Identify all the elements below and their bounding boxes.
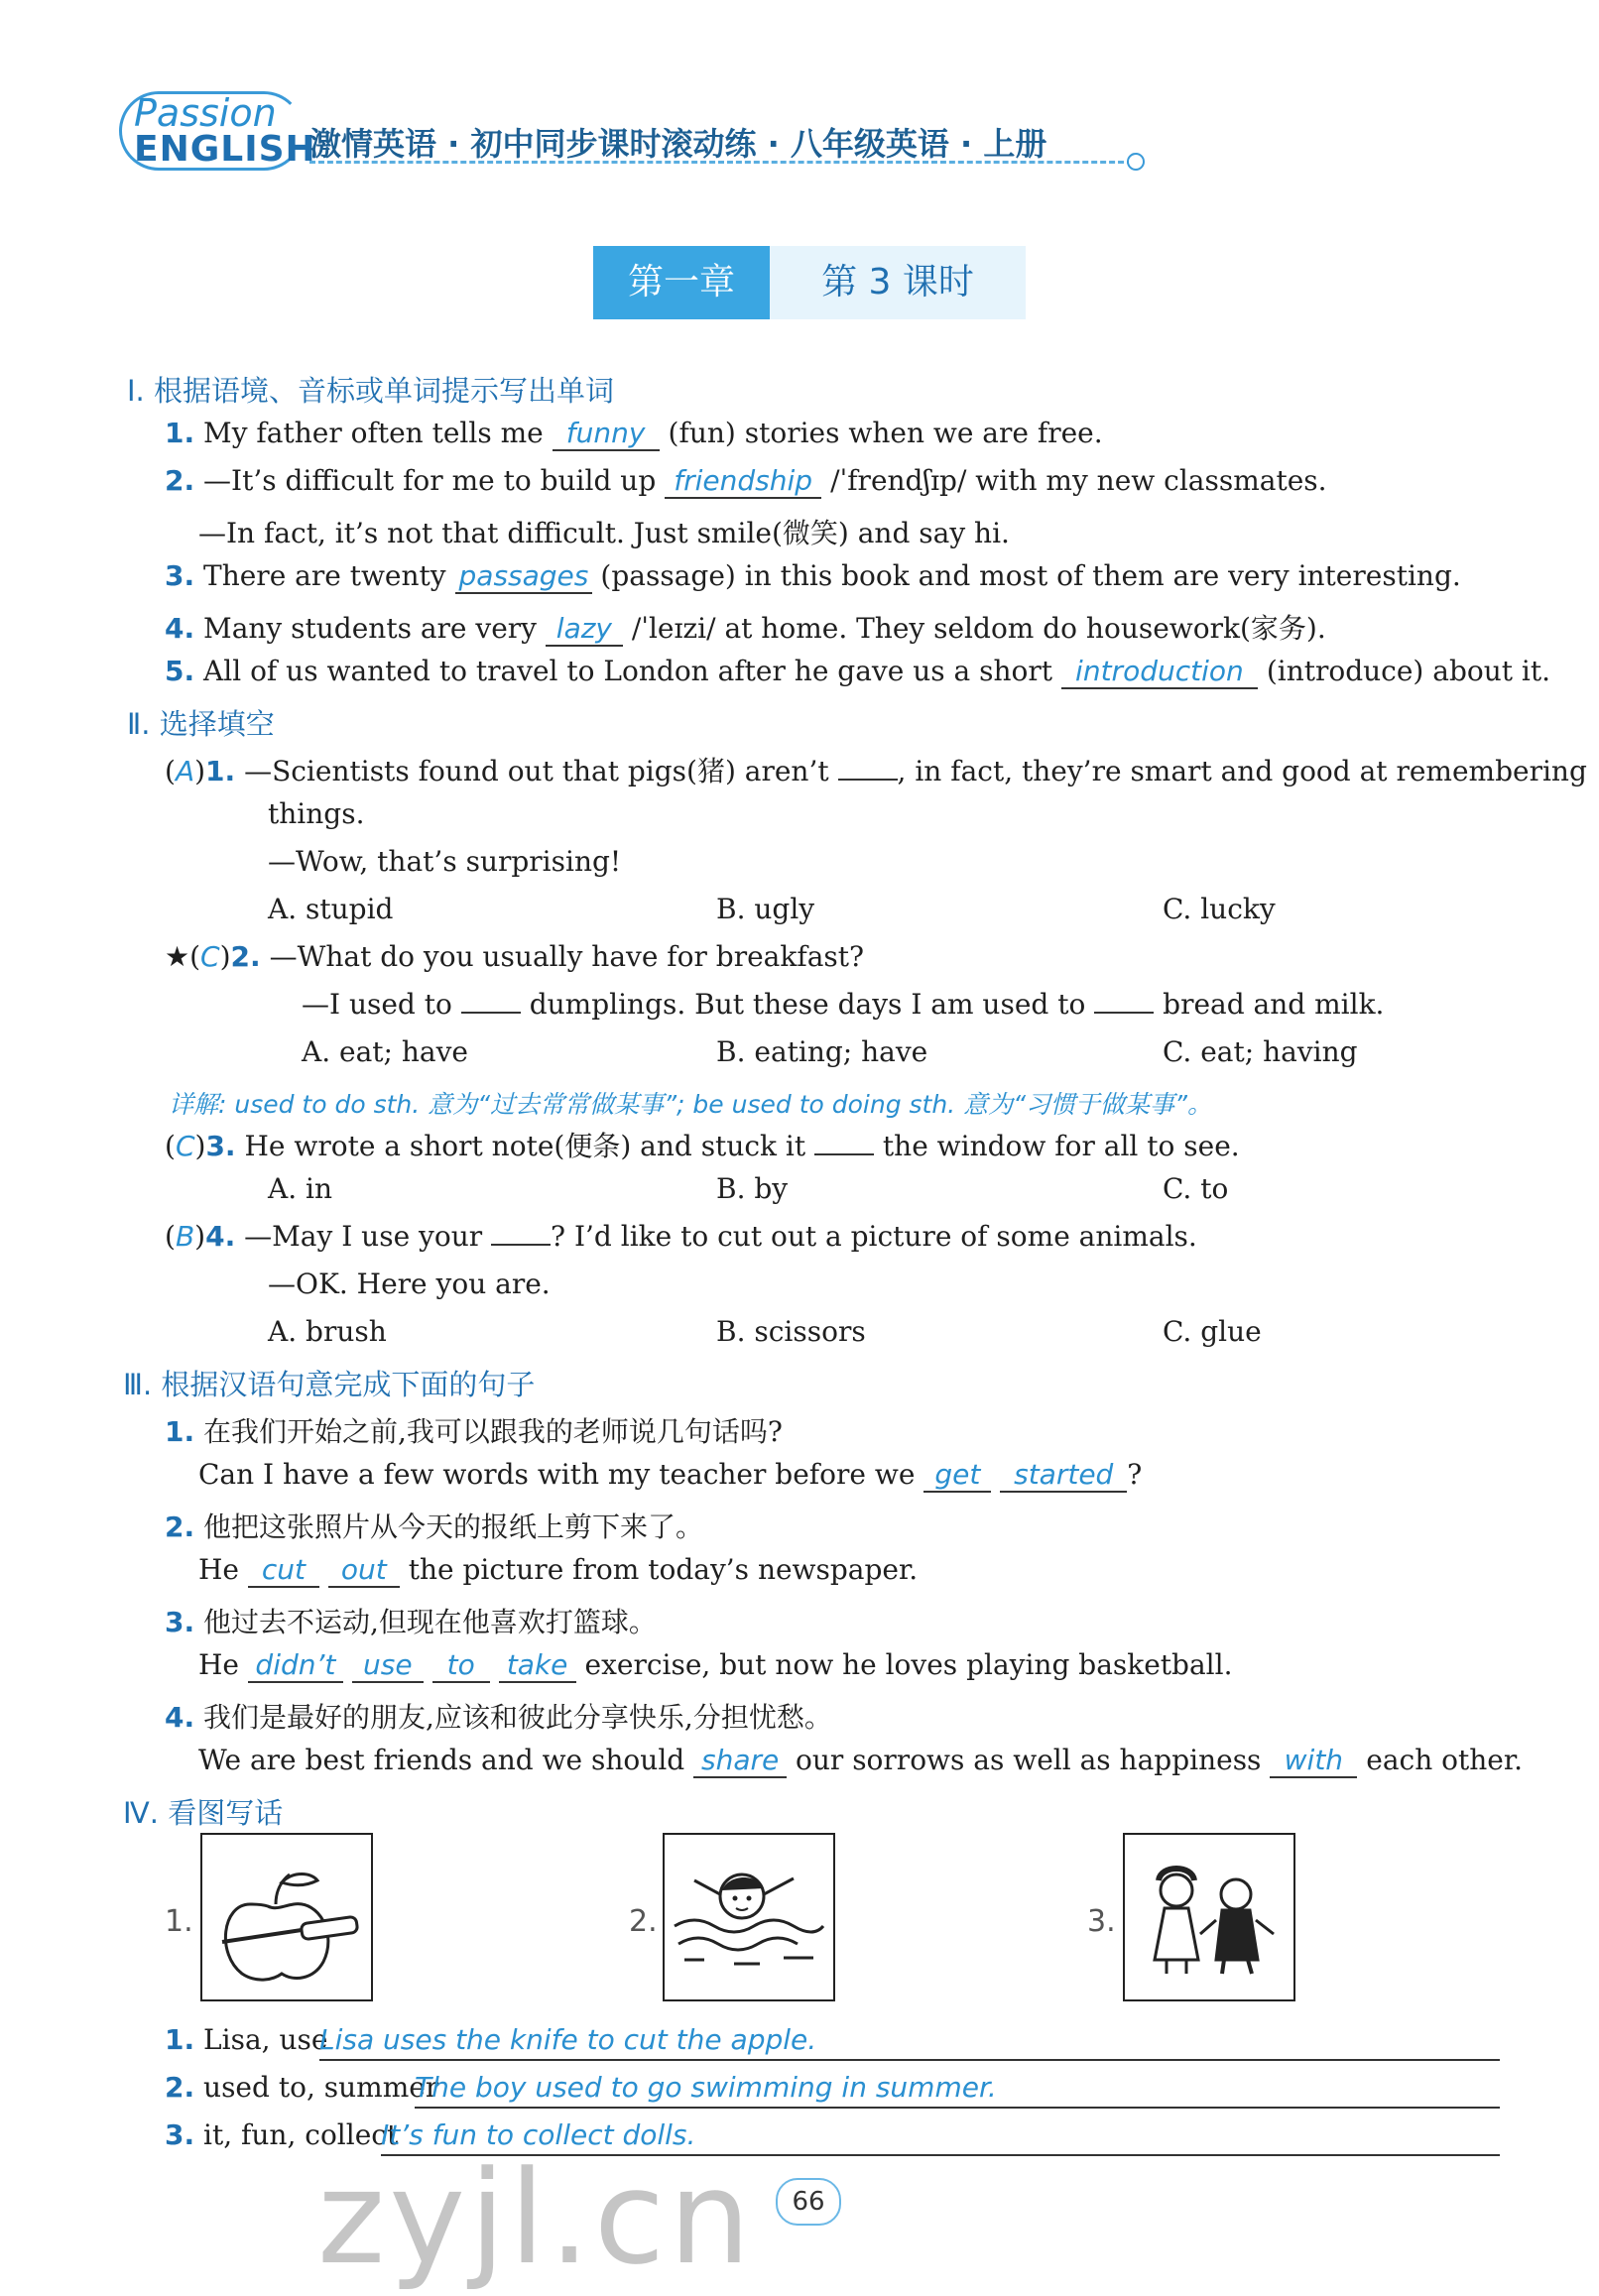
s3-q4-chinese: 我们是最好的朋友,应该和彼此分享快乐,分担忧愁。 <box>203 1701 832 1734</box>
s3-q1-answer-2: started <box>1000 1458 1127 1493</box>
s3-q4-cn <box>165 1696 832 1736</box>
s2-q1-option-a: A. stupid <box>268 893 394 925</box>
s3-q3-answer-3: to <box>432 1648 490 1683</box>
s3-q3-answer-2: use <box>352 1648 424 1683</box>
s2-q2-line2-c: bread and milk. <box>1163 988 1385 1021</box>
s3-q2-answer-1: cut <box>248 1553 319 1588</box>
s2-q4-stem-post: ? I’d like to cut out a picture of some animals. <box>551 1220 1197 1253</box>
s2-q1-option-b: B. ugly <box>716 893 815 925</box>
s2-q2-line2 <box>302 988 1384 1021</box>
s1-q5-num: 5. <box>165 655 195 687</box>
s2-q3-blank <box>814 1153 874 1155</box>
s3-q1-post: ? <box>1127 1458 1143 1491</box>
s4-w1-answer: Lisa uses the knife to cut the apple. <box>319 2023 817 2056</box>
watermark: zyjl.cn <box>317 2142 755 2293</box>
logo-english: ENGLISH <box>134 129 316 170</box>
s3-q3-pre: He <box>198 1648 239 1681</box>
s3-q2-cn <box>165 1506 703 1545</box>
s4-w1-num: 1. <box>165 2023 195 2056</box>
apple-knife-icon <box>202 1835 371 1999</box>
s1-q4 <box>165 607 1326 647</box>
s1-q2-answer: friendship <box>665 464 821 499</box>
s3-q4-post: each other. <box>1366 1744 1524 1776</box>
s2-q3-stem-post: the window for all to see. <box>882 1130 1240 1162</box>
s2-q2-option-c: C. eat; having <box>1163 1035 1358 1068</box>
s2-q2: ★(C)2. —What do you usually have for breakfast? <box>165 940 865 973</box>
s3-q1-en <box>198 1458 1142 1493</box>
s1-q2-line2: —In fact, it’s not that difficult. Just smile(微笑) and say hi. <box>198 517 1010 549</box>
picture-2-boy-swimming <box>663 1833 835 2001</box>
s3-q3-answer-1: didn’t <box>248 1648 343 1683</box>
s1-q3-pre: There are twenty <box>203 559 446 592</box>
page-number: 66 <box>776 2178 841 2226</box>
s1-q1-post: (fun) stories when we are free. <box>668 417 1103 449</box>
section-4-title: Ⅳ. 看图写话 <box>123 1796 284 1830</box>
picture-3-number: 3. <box>1087 1904 1116 1939</box>
s1-q5-answer: introduction <box>1061 655 1258 689</box>
s1-q1 <box>165 417 1103 451</box>
s4-w1-prompt: Lisa, use <box>203 2023 328 2056</box>
s1-q2 <box>165 464 1327 499</box>
s1-q4-post: /ˈleɪzi/ at home. They seldom do housework(家务). <box>631 612 1326 645</box>
s2-q1-stem: —Scientists found out that pigs(猪) aren’t <box>244 755 829 787</box>
s1-q5 <box>165 655 1550 689</box>
s1-q3 <box>165 559 1461 594</box>
picture-1-apple-knife <box>200 1833 373 2001</box>
s2-q4-option-c: C. glue <box>1163 1315 1262 1348</box>
s1-q2-pre: —It’s difficult for me to build up <box>203 464 657 497</box>
s2-q3-num: 3. <box>205 1130 236 1162</box>
s1-q3-answer: passages <box>455 559 592 594</box>
chapter-label: 第一章 <box>593 246 770 319</box>
s2-q3: (C)3. He wrote a short note(便条) and stuck it the window for all to see. <box>165 1130 1240 1162</box>
s2-q4-blank <box>491 1244 551 1246</box>
s3-q1-chinese: 在我们开始之前,我可以跟我的老师说几句话吗? <box>203 1415 783 1448</box>
s2-q2-num: 2. <box>230 940 261 973</box>
s3-q1-num: 1. <box>165 1415 195 1448</box>
s2-q1-line2: things. <box>268 797 365 830</box>
picture-3-dolls <box>1123 1833 1295 2001</box>
s2-q4-num: 4. <box>205 1220 236 1253</box>
s4-w2-line <box>415 2071 1500 2109</box>
s2-q3-stem: He wrote a short note(便条) and stuck it <box>244 1130 806 1162</box>
s2-q1-option-c: C. lucky <box>1163 893 1276 925</box>
s2-q1-stem-post: , in fact, they’re smart and good at remembering <box>897 755 1587 787</box>
s2-q2-blank-1 <box>461 1012 521 1014</box>
header-dot-icon <box>1127 153 1145 171</box>
s2-q4-option-b: B. scissors <box>716 1315 866 1348</box>
s4-w2-num: 2. <box>165 2071 195 2104</box>
s3-q4-en <box>198 1744 1523 1778</box>
swimmer-icon <box>665 1835 833 1999</box>
star-icon: ★ <box>165 940 190 973</box>
s1-q4-answer: lazy <box>546 612 623 647</box>
s2-explanation: 详解: used to do sth. 意为“过去常常做某事”; be used to doing sth. 意为“习惯于做某事”。 <box>169 1090 1212 1119</box>
s2-q2-option-a: A. eat; have <box>302 1035 468 1068</box>
s2-q3-option-b: B. by <box>716 1172 789 1205</box>
s2-q4: (B)4. —May I use your ? I’d like to cut out a picture of some animals. <box>165 1220 1197 1253</box>
s2-q2-stem: —What do you usually have for breakfast? <box>269 940 865 973</box>
s2-q4-option-a: A. brush <box>268 1315 387 1348</box>
s1-q2-num: 2. <box>165 464 195 497</box>
s2-q1: (A)1. —Scientists found out that pigs(猪) aren’t , in fact, they’re smart and good at remembering <box>165 755 1587 787</box>
s1-q5-pre: All of us wanted to travel to London after he gave us a short <box>203 655 1052 687</box>
s3-q2-answer-2: out <box>328 1553 400 1588</box>
s3-q4-mid: our sorrows as well as happiness <box>796 1744 1262 1776</box>
s2-q1-num: 1. <box>205 755 236 787</box>
section-2-title: Ⅱ. 选择填空 <box>127 707 275 741</box>
s4-w2 <box>165 2071 438 2104</box>
s2-q2-line2-a: —I used to <box>302 988 452 1021</box>
header-divider <box>309 161 1133 164</box>
s3-q3-en <box>198 1648 1232 1683</box>
s2-q2-option-b: B. eating; have <box>716 1035 928 1068</box>
s1-q2-post: /ˈfrendʃɪp/ with my new classmates. <box>830 464 1327 497</box>
s1-q1-num: 1. <box>165 417 195 449</box>
s2-q1-choice: A <box>175 755 195 787</box>
s1-q5-post: (introduce) about it. <box>1266 655 1551 687</box>
s3-q1-answer-1: get <box>923 1458 991 1493</box>
dolls-icon <box>1125 1835 1293 1999</box>
s3-q2-num: 2. <box>165 1511 195 1543</box>
s4-w3-num: 3. <box>165 2118 195 2151</box>
s1-q4-num: 4. <box>165 612 195 645</box>
s2-q3-choice: C <box>175 1130 195 1162</box>
s3-q3-chinese: 他过去不运动,但现在他喜欢打篮球。 <box>203 1606 657 1638</box>
section-1-title: Ⅰ. 根据语境、音标或单词提示写出单词 <box>127 374 614 408</box>
s3-q3-cn <box>165 1601 657 1640</box>
s3-q2-chinese: 他把这张照片从今天的报纸上剪下来了。 <box>203 1511 704 1543</box>
s2-q1-line3: —Wow, that’s surprising! <box>268 845 622 878</box>
s3-q3-num: 3. <box>165 1606 195 1638</box>
s3-q4-num: 4. <box>165 1701 195 1734</box>
s3-q4-answer-1: share <box>693 1744 787 1778</box>
s3-q2-post: the picture from today’s newspaper. <box>408 1553 919 1586</box>
s4-w3-answer: It’s fun to collect dolls. <box>381 2118 696 2151</box>
picture-2-number: 2. <box>629 1904 658 1939</box>
s4-w3-prompt: it, fun, collect <box>203 2118 399 2151</box>
s4-w1 <box>165 2023 327 2056</box>
s3-q3-answer-4: take <box>499 1648 576 1683</box>
s4-w2-answer: The boy used to go swimming in summer. <box>415 2071 997 2104</box>
book-title: 激情英语 · 初中同步课时滚动练 · 八年级英语 · 上册 <box>309 125 1047 163</box>
s2-q2-line2-b: dumplings. But these days I am used to <box>529 988 1086 1021</box>
s4-w1-line <box>319 2023 1500 2061</box>
s3-q2-en <box>198 1553 918 1588</box>
s3-q2-pre: He <box>198 1553 239 1586</box>
s2-q4-line2: —OK. Here you are. <box>268 1268 551 1300</box>
s2-q2-blank-2 <box>1094 1012 1154 1014</box>
s3-q1-pre: Can I have a few words with my teacher before we <box>198 1458 916 1491</box>
picture-1-number: 1. <box>165 1904 193 1939</box>
s3-q3-post: exercise, but now he loves playing basketball. <box>584 1648 1233 1681</box>
s2-q3-option-a: A. in <box>268 1172 333 1205</box>
s1-q4-pre: Many students are very <box>203 612 537 645</box>
s2-q1-blank <box>838 779 898 781</box>
s3-q4-pre: We are best friends and we should <box>198 1744 685 1776</box>
logo-passion: Passion <box>134 91 277 135</box>
s1-q3-num: 3. <box>165 559 195 592</box>
s1-q1-answer: funny <box>553 417 660 451</box>
section-3-title: Ⅲ. 根据汉语句意完成下面的句子 <box>123 1368 536 1401</box>
s2-q3-option-c: C. to <box>1163 1172 1229 1205</box>
s1-q1-pre: My father often tells me <box>203 417 544 449</box>
lesson-label: 第 3 课时 <box>770 246 1026 319</box>
s1-q3-post: (passage) in this book and most of them are very interesting. <box>600 559 1461 592</box>
s2-q2-choice: C <box>200 940 220 973</box>
s3-q4-answer-2: with <box>1270 1744 1357 1778</box>
s3-q1-cn <box>165 1410 783 1450</box>
s2-q4-choice: B <box>175 1220 195 1253</box>
s4-w2-prompt: used to, summer <box>203 2071 439 2104</box>
s2-q4-stem: —May I use your <box>244 1220 483 1253</box>
